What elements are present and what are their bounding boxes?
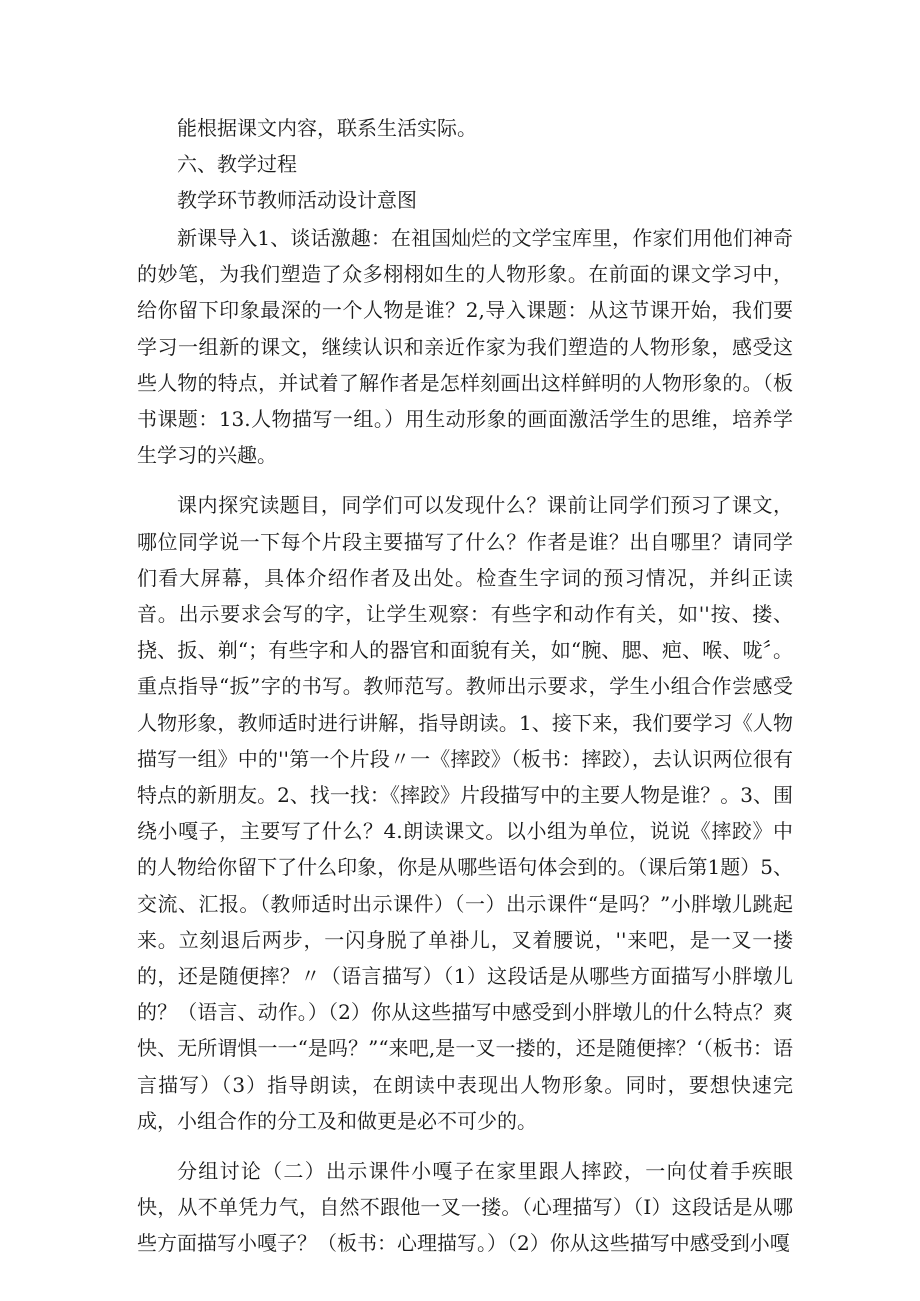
document-body (137, 110, 793, 1262)
text-line: 能根据课文内容，联系生活实际。 (177, 116, 477, 140)
paragraph-in-class-exploration: 课内探究读题目，同学们可以发现什么？课前让同学们预习了课文，哪位同学说一下每个片段主要描写了什么？作者是谁？出自哪里？请同学们看大屏幕，具体介绍作者及出处。检查生字词的预习情况，并纠正读音。出示要求会写的字，让学生观察：有些字和动作有关，如''按、搂、挠、扳、剃“；有些字和人的器官和面貌有关，如“腕、腮、疤、喉、咙〞。重点指导“扳”字的书写。教师范写。教师出示要求，学生小组合作尝感受人物形象，教师适时进行讲解，指导朗读。1、接下来，我们要学习《人物描写一组》中的''第一个片段〃一《摔跤》（板书：摔跤），去认识两位很有特点的新朋友。2、找一找：《摔跤》片段描写中的主要人物是谁？。3、围绕小嘎子，主要写了什么？4.朗读课文。以小组为单位，说说《摔跤》中的人物给你留下了什么印象，你是从哪些语句体会到的。（课后第1题）5、交流、汇报。（教师适时出示课件）（一）出示课件“是吗？”小胖墩儿跳起来。立刻退后两步，一闪身脱了单褂儿，叉着腰说，''来吧，是一叉一搂的，还是随便摔？〃（语言描写）（1）这段话是从哪些方面描写小胖墩儿的？（语言、动作。）（2）你从这些描写中感受到小胖墩儿的什么特点？爽快、无所谓惧一一“是吗？”“来吧,是一叉一搂的，还是随便摔？‘（板书：语言描写）（3）指导朗读，在朗读中表现出人物形象。同时，要想快速完成，小组合作的分工及和做更是必不可少的。 (137, 493, 793, 1133)
section-heading: 六、教学过程 (177, 152, 297, 176)
table-header-line: 教学环节教师活动设计意图 (177, 188, 417, 212)
paragraph-new-lesson: 新课导入1、谈话激趣：在祖国灿烂的文学宝库里，作家们用他们神奇的妙笔，为我们塑造了众多栩栩如生的人物形象。在前面的课文学习中，给你留下印象最深的一个人物是谁？2,导入课题：从这节课开始，我们要学习一组新的课文，继续认识和亲近作家为我们塑造的人物形象，感受这些人物的特点，并试着了解作者是怎样刻画出这样鲜明的人物形象的。（板书课题：13.人物描写一组。）用生动形象的画面激活学生的思维，培养学生学习的兴趣。 (137, 226, 793, 468)
paragraph-group-discussion: 分组讨论（二）出示课件小嘎子在家里跟人摔跤，一向仗着手疾眼快，从不单凭力气，自然不跟他一叉一搂。（心理描写）（I）这段话是从哪些方面描写小嘎子？（板书：心理描写。）（2）你从这些描写中感受到小嘎 (137, 1159, 793, 1256)
